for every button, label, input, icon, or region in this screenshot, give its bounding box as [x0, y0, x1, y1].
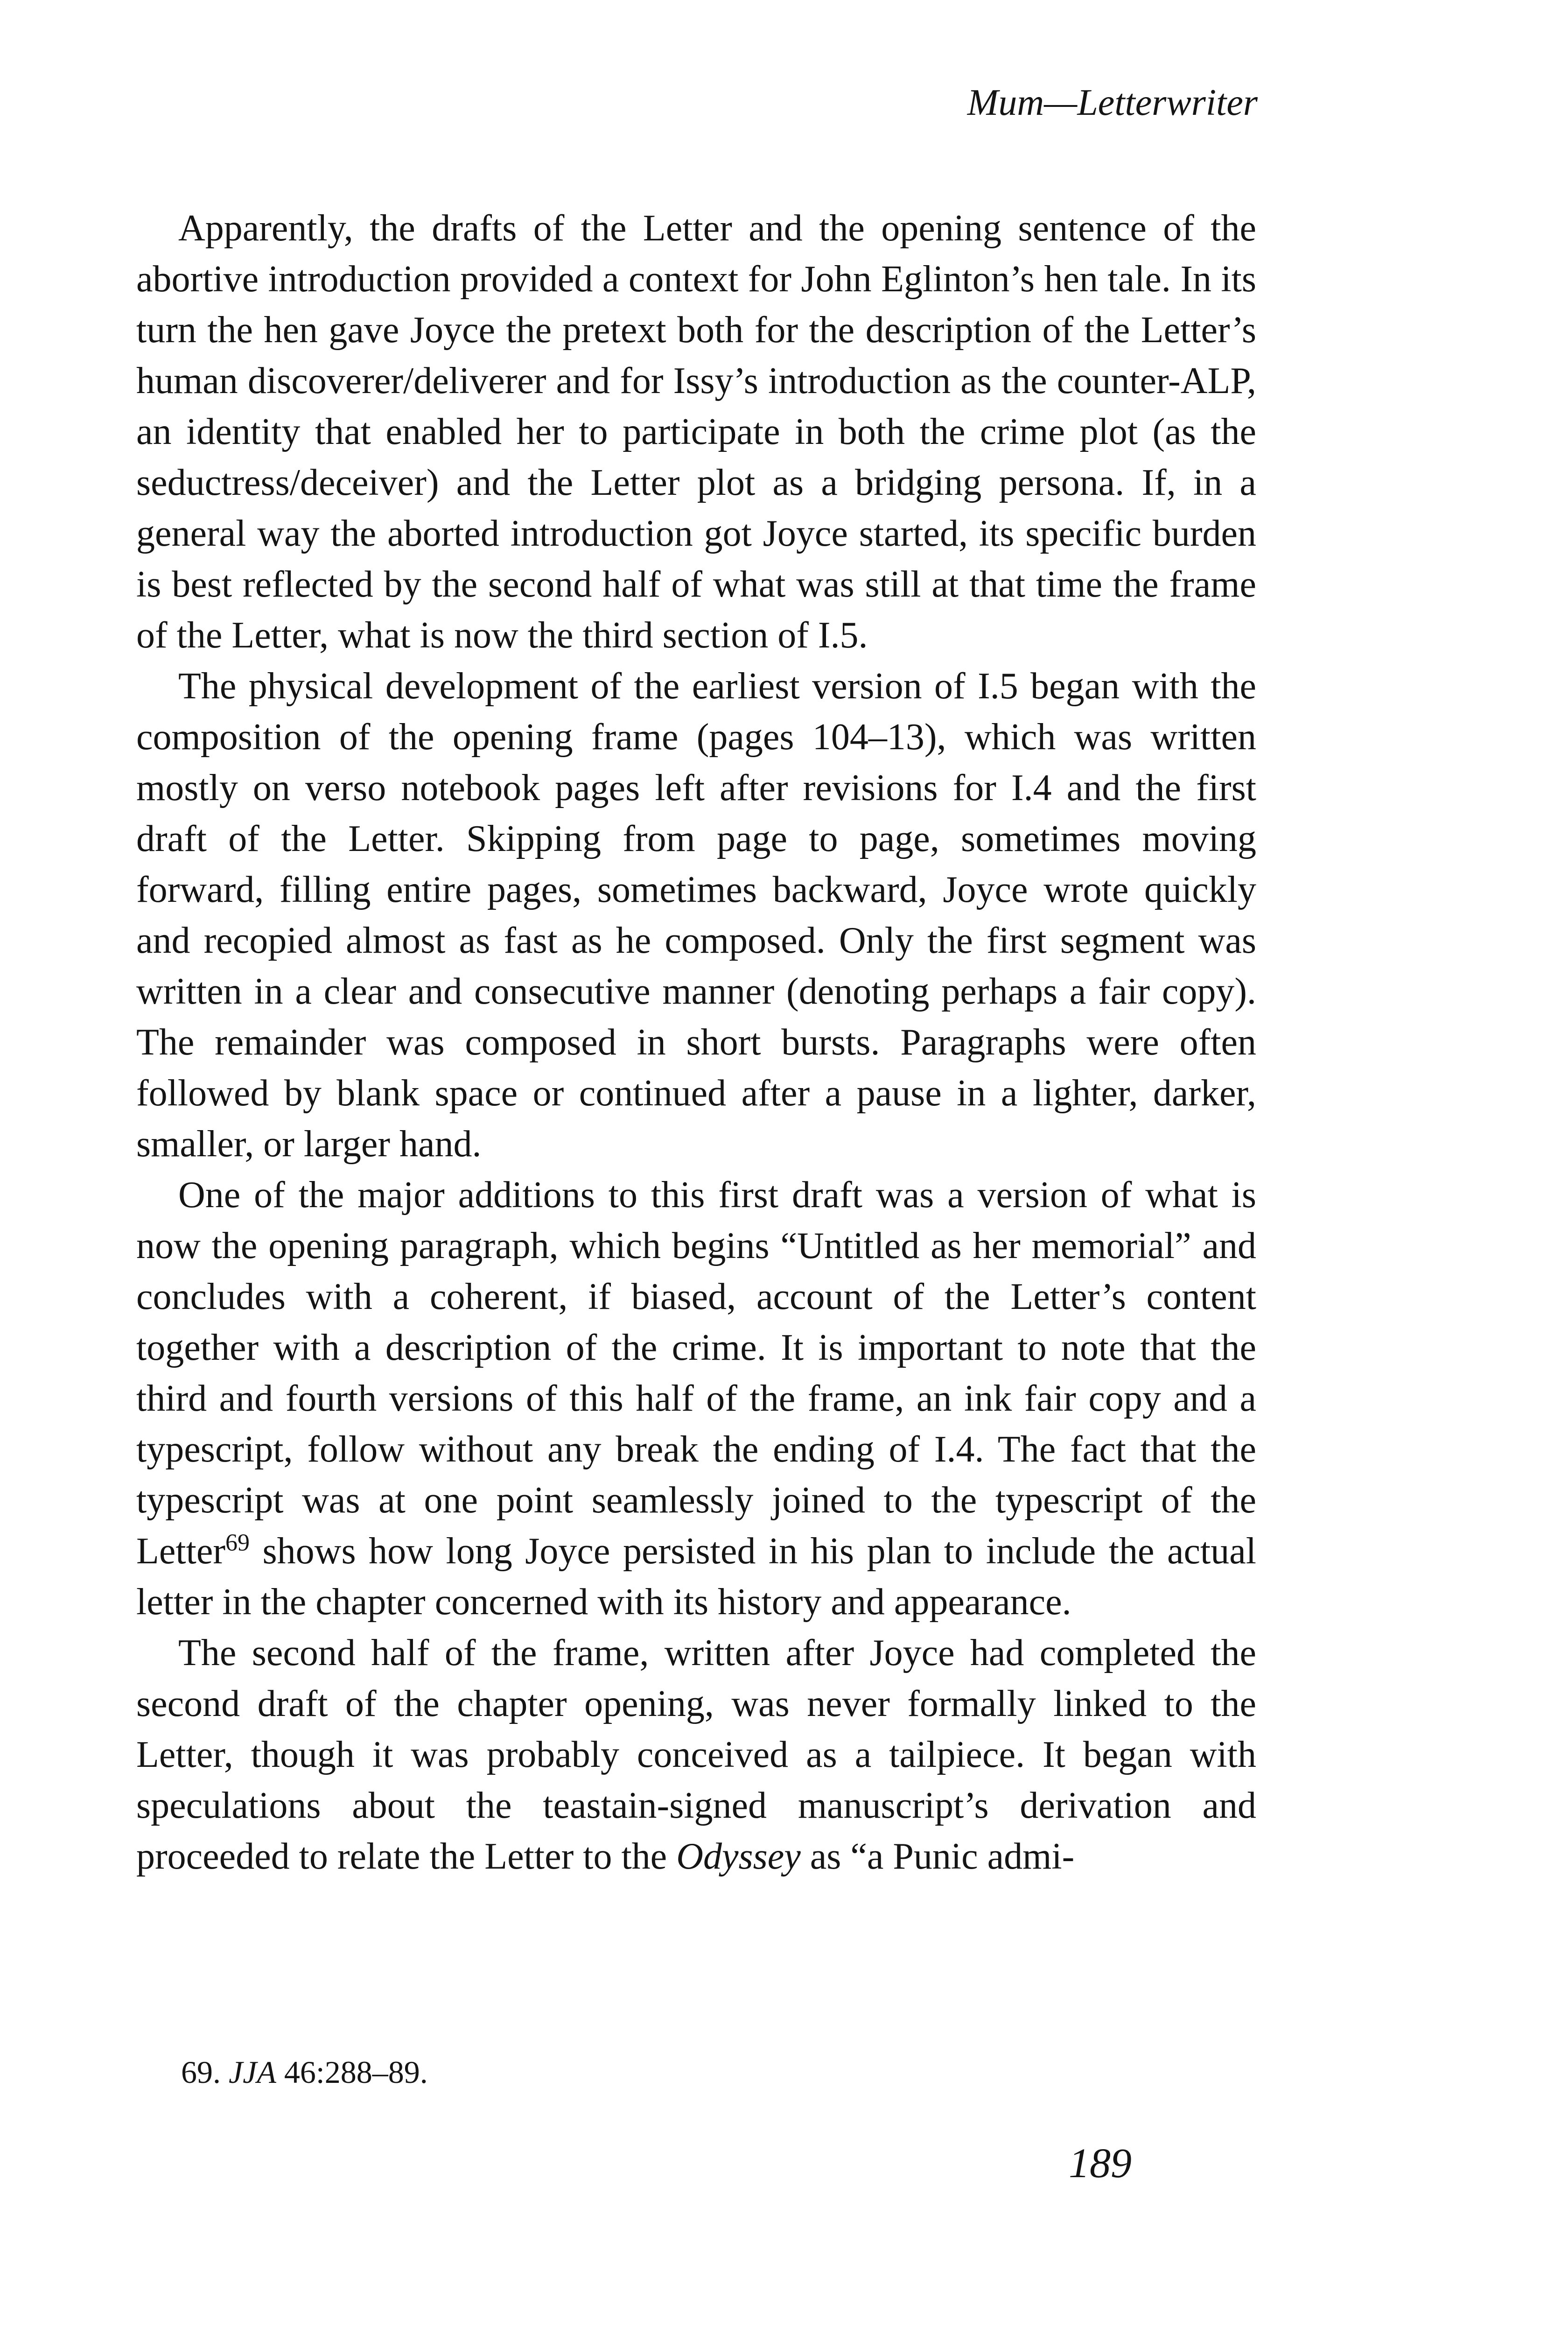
running-head: Mum—Letterwriter — [967, 82, 1258, 123]
page-number: 189 — [1069, 2140, 1132, 2186]
paragraph-3-text-after: shows how long Joyce persisted in his plan to include the actual letter in the chapter concerned with its history and appearance. — [136, 1531, 1256, 1623]
paragraph-4-text-after: as “a Punic admi- — [800, 1836, 1075, 1877]
paragraph-1: Apparently, the drafts of the Letter and the opening sentence of the abortive introduction provided a context for John Eglinton’s hen tale. In its turn the hen gave Joyce the pretext both for the description of the Letter’s human discoverer/deliverer and for Issy’s introduction as the counter-ALP, an identity that enabled her to participate in both the crime plot (as the seductress/deceiver) and the Letter plot as a bridging persona. If, in a general way the aborted introduction got Joyce started, its specific burden is best reflected by the second half of what was still at that time the frame of the Letter, what is now the third section of I.5. — [136, 208, 1256, 656]
footnote — [181, 2056, 428, 2088]
footnote-reference: 69 — [225, 1529, 250, 1556]
body-text — [136, 203, 1256, 1882]
paragraph-3 — [136, 1170, 1256, 1628]
footnote-number: 69. — [181, 2054, 221, 2090]
paragraph-2: The physical development of the earliest version of I.5 began with the composition of the opening frame (pages 104–13), which was written mostly on verso notebook pages left after revisions for I.4 and the first draft of the Letter. Skipping from page to page, sometimes moving forward, filling entire pages, sometimes backward, Joyce wrote quickly and recopied almost as fast as he composed. Only the first segment was written in a clear and consecutive manner (denoting perhaps a fair copy). The remainder was composed in short bursts. Paragraphs were often followed by blank space or continued after a pause in a lighter, darker, smaller, or larger hand. — [136, 666, 1256, 1165]
footnote-reference-pages: 46:288–89. — [284, 2054, 428, 2090]
paragraph-3-text-before: One of the major additions to this first draft was a version of what is now the opening paragraph, which begins “Untitled as her memorial” and concludes with a coherent, if biased, account of the Letter’s content together with a description of the crime. It is important to note that the third and fourth versions of this half of the frame, an ink fair copy and a typescript, follow without any break the ending of I.4. The fact that the typescript was at one point seamlessly joined to the typescript of the Letter — [136, 1174, 1256, 1572]
footnote-source: JJA — [229, 2054, 276, 2090]
paragraph-4 — [136, 1628, 1256, 1882]
italic-title: Odyssey — [676, 1836, 801, 1877]
paragraph-4-text-before: The second half of the frame, written after Joyce had completed the second draft of the chapter opening, was never formally linked to the Letter, though it was probably conceived as a tailpiece. It began with speculations about the teastain-signed manuscript’s derivation and proceeded to relate the Letter to the — [136, 1632, 1256, 1877]
